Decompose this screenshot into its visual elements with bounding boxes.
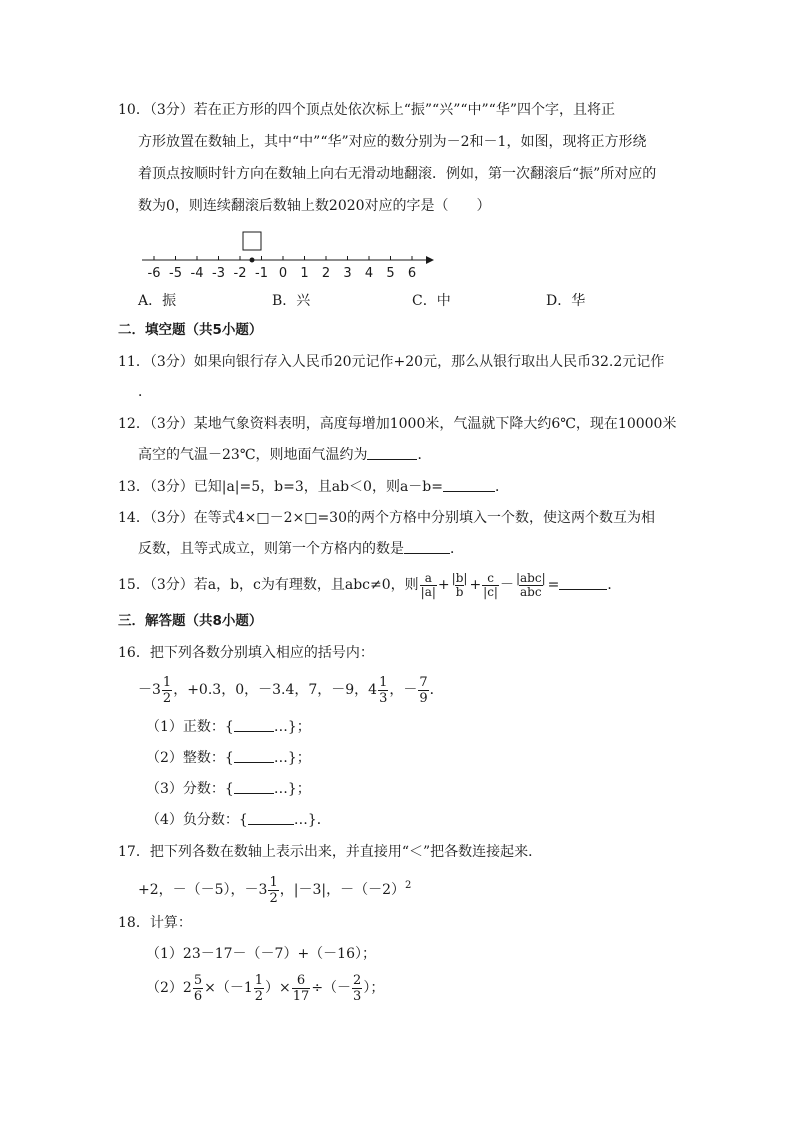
tick-label: -3: [212, 266, 225, 281]
fraction: $\frac{5}{6}$: [193, 972, 203, 1004]
q16-item-4: [146, 810, 331, 830]
expr-text: ×（－1: [204, 980, 253, 996]
q14-line1: 14．（3分）在等式4×□－2×□=30的两个方格中分别填入一个数，使这两个数互为相: [118, 510, 655, 526]
tick-label: 5: [386, 266, 395, 281]
tick-label: -1: [255, 266, 268, 281]
item-label: （2）整数：{: [146, 750, 234, 766]
q14-answer-blank[interactable]: [404, 539, 450, 554]
item-tail: …}．: [293, 812, 331, 828]
option-b: B．兴: [272, 293, 311, 309]
q17-stem: 17．把下列各数在数轴上表示出来，并直接用“＜”把各数连接起来．: [118, 844, 543, 860]
plus-sign: +: [469, 577, 482, 593]
q12-text: 高空的气温－23℃，则地面气温约为: [138, 447, 368, 463]
number-text: ，－: [389, 682, 418, 698]
tick-label: -6: [147, 266, 161, 281]
tick-label: 1: [300, 266, 309, 281]
q14-period: ．: [450, 541, 464, 557]
option-a: A．振: [138, 293, 177, 309]
q15-period: ．: [607, 577, 622, 593]
item-tail: …}；: [273, 719, 311, 735]
tick-label: 3: [343, 266, 352, 281]
expr-text: ）；: [363, 980, 385, 996]
q10-line1: 10．（3分）若在正方形的四个顶点处依次标上“振”“兴”“中”“华”四个字，且将正: [118, 102, 615, 118]
q15-line: [118, 568, 621, 602]
number-text: ，|－3|，－（－2）: [279, 882, 405, 898]
fraction: $\frac{6}{17}$: [292, 972, 310, 1004]
answer-blank[interactable]: [248, 810, 294, 825]
square-figure: [243, 232, 261, 250]
fraction: $\frac{1}{2}$: [254, 972, 264, 1004]
tick-label: -4: [190, 266, 204, 281]
tick-label: 2: [321, 266, 331, 281]
q13-line: [118, 477, 509, 497]
tick-label: 4: [364, 266, 374, 281]
q16-stem: 16．把下列各数分别填入相应的括号内：: [118, 645, 374, 661]
q13-answer-blank[interactable]: [443, 477, 495, 492]
number-line-figure: [130, 226, 440, 282]
minus-sign: －: [499, 577, 514, 593]
period: ．: [429, 682, 444, 698]
q16-item-2: [146, 748, 311, 768]
q16-item-1: [146, 717, 311, 737]
q15-text: 15．（3分）若a，b，c为有理数，且abc≠0，则: [118, 577, 419, 593]
expr-text: ）×: [265, 980, 291, 996]
q15-fraction-3: $\frac{c}{|c|}$: [483, 570, 498, 599]
fraction: $\frac{7}{9}$: [419, 674, 428, 706]
fraction: $\frac{1}{3}$: [379, 674, 388, 706]
q18-part-2: [146, 970, 384, 1006]
exponent: 2: [404, 880, 412, 891]
item-label: （4）负分数：{: [146, 812, 248, 828]
q18-part-1: （1）23－17－（－7）+（－16）；: [146, 946, 376, 962]
item-tail: …}；: [273, 781, 311, 797]
plus-sign: +: [437, 577, 450, 593]
tick-label: 6: [407, 266, 417, 281]
q10-line4: 数为0，则连续翻滚后数轴上数2020对应的字是（ ）: [138, 198, 491, 214]
item-label: （1）正数：{: [146, 719, 234, 735]
section-2-title: 二．填空题（共5小题）: [118, 322, 263, 338]
answer-blank[interactable]: [234, 717, 274, 732]
item-label: （3）分数：{: [146, 781, 234, 797]
expr-text: ÷（－: [311, 980, 352, 996]
number-text: ，+0.3，0，－3.4，7，－9，4: [173, 682, 378, 698]
q17-numbers: [138, 868, 411, 908]
q15-fraction-2: $\frac{|b|}{b}$: [451, 570, 468, 599]
q14-text: 反数，且等式成立，则第一个方格内的数是: [138, 541, 404, 557]
axis-arrow-icon: [426, 256, 434, 264]
q12-answer-blank[interactable]: [367, 445, 417, 460]
tick-label: -2: [233, 266, 247, 281]
q12-line2: [138, 445, 431, 465]
answer-blank[interactable]: [234, 779, 274, 794]
q11-line1: 11．（3分）如果向银行存入人民币20元记作+20元，那么从银行取出人民币32.2元记作: [118, 354, 665, 370]
number-text: －3: [138, 682, 161, 698]
q14-line2: [138, 539, 464, 559]
q15-fraction-1: $\frac{a}{|a|}$: [420, 570, 436, 599]
q12-line1: 12．（3分）某地气象资料表明，高度每增加1000米，气温就下降大约6℃，现在10000米: [118, 416, 677, 432]
q16-item-3: [146, 779, 311, 799]
fraction: $\frac{1}{2}$: [269, 874, 278, 906]
expr-text: （2）2: [146, 980, 192, 996]
q10-line2: 方形放置在数轴上，其中“中”“华”对应的数分别为－2和－1，如图，现将正方形绕: [138, 134, 647, 150]
q15-answer-blank[interactable]: [559, 575, 607, 590]
number-text: +2，－（－5），－3: [138, 882, 268, 898]
q16-numbers: [138, 672, 444, 708]
tick-label: -5: [169, 266, 182, 281]
q12-period: ．: [417, 447, 432, 463]
q15-fraction-4: $\frac{\text{|abc|}}{\text{abc}}$: [515, 570, 546, 599]
q18-stem: 18．计算：: [118, 915, 192, 931]
item-tail: …}；: [273, 750, 311, 766]
fraction: $\frac{2}{3}$: [353, 972, 362, 1004]
q11-line2: ．: [138, 384, 152, 400]
equals-sign: =: [547, 577, 560, 593]
tick-label: 0: [278, 266, 288, 281]
fraction: $\frac{1}{2}$: [162, 674, 172, 706]
vertex-dot: [250, 258, 255, 263]
option-d: D．华: [546, 293, 586, 309]
section-3-title: 三．解答题（共8小题）: [118, 613, 263, 629]
q13-period: ．: [495, 479, 509, 495]
answer-blank[interactable]: [234, 748, 274, 763]
q13-text: 13．（3分）已知|a|=5，b=3，且ab＜0，则a－b=: [118, 479, 443, 495]
option-c: C．中: [412, 293, 451, 309]
q10-line3: 着顶点按顺时针方向在数轴上向右无滑动地翻滚．例如，第一次翻滚后“振”所对应的: [138, 166, 657, 182]
